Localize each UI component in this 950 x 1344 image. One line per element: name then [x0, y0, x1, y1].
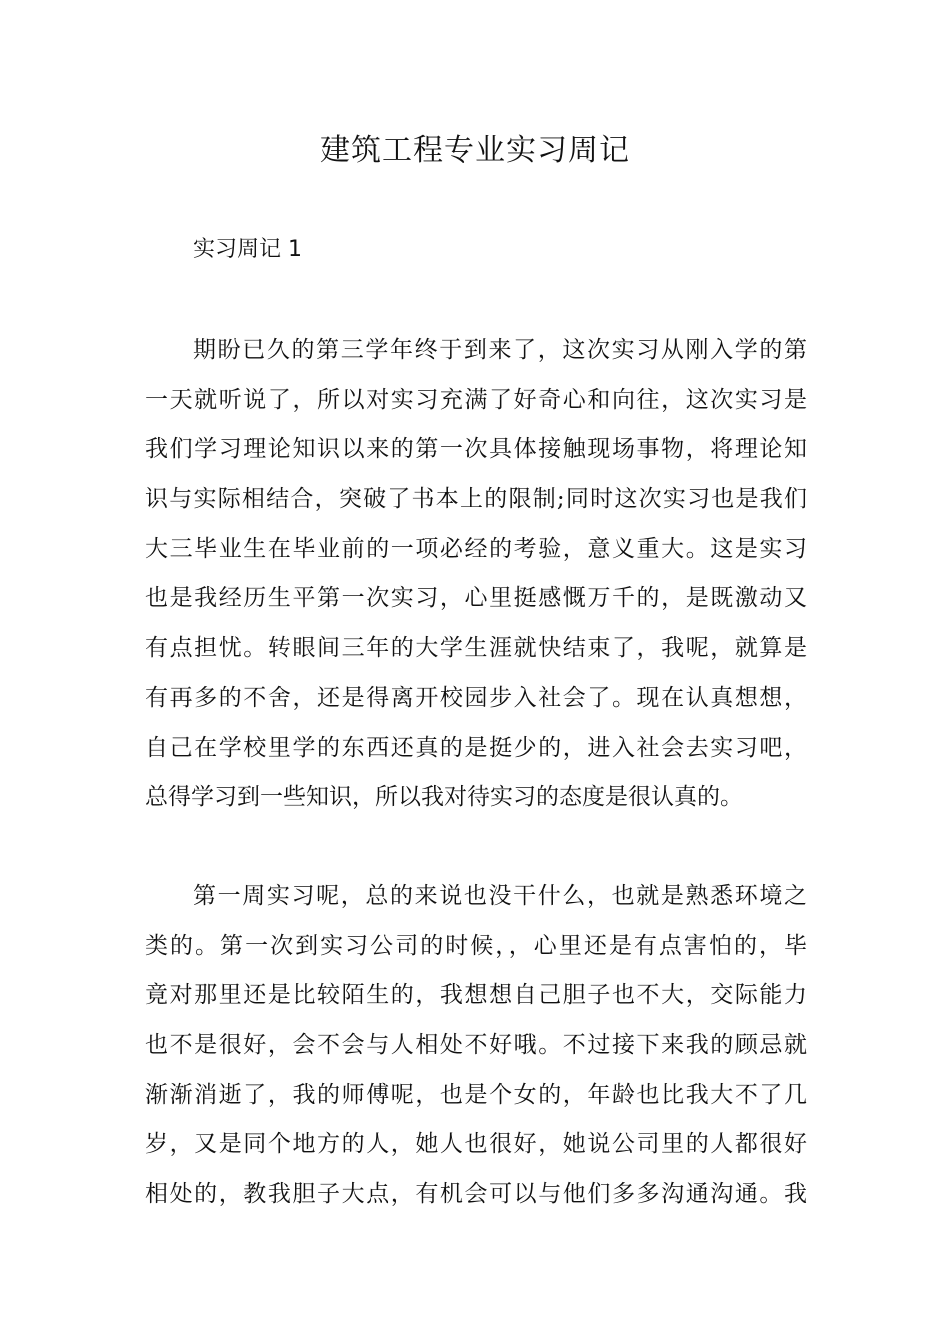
- paragraph-line: 渐渐消逝了，我的师傅呢，也是个女的，年龄也比我大不了几: [145, 1081, 807, 1108]
- paragraph-line: 我们学习理论知识以来的第一次具体接触现场事物，将理论知: [145, 436, 807, 463]
- paragraph-line: 大三毕业生在毕业前的一项必经的考验，意义重大。这是实习: [145, 535, 807, 562]
- paragraph-line: 相处的，教我胆子大点，有机会可以与他们多多沟通沟通。我: [145, 1181, 807, 1208]
- paragraph: [145, 872, 807, 1220]
- paragraph-line: 识与实际相结合，突破了书本上的限制;同时这次实习也是我们: [145, 486, 807, 513]
- paragraph-line: 有点担忧。转眼间三年的大学生涯就快结束了，我呢，就算是: [145, 635, 807, 662]
- paragraph: [145, 326, 807, 823]
- paragraph-line: 也是我经历生平第一次实习，心里挺感慨万千的，是既激动又: [145, 585, 807, 612]
- paragraph-line: 竟对那里还是比较陌生的，我想想自己胆子也不大，交际能力: [145, 982, 807, 1009]
- document-title: 建筑工程专业实习周记: [320, 133, 630, 168]
- paragraph-line: 自己在学校里学的东西还真的是挺少的，进入社会去实习吧，: [145, 734, 807, 761]
- paragraph-line: 也不是很好，会不会与人相处不好哦。不过接下来我的顾忌就: [145, 1032, 807, 1059]
- paragraph-line: 类的。第一次到实习公司的时候，，心里还是有点害怕的，毕: [145, 932, 807, 959]
- paragraph-line: 期盼已久的第三学年终于到来了，这次实习从刚入学的第: [193, 337, 807, 363]
- paragraph-line: 第一周实习呢，总的来说也没干什么，也就是熟悉环境之: [193, 883, 807, 909]
- paragraph-line: 一天就听说了，所以对实习充满了好奇心和向往，这次实习是: [145, 386, 807, 413]
- paragraph-line: 总得学习到一些知识，所以我对待实习的态度是很认真的。: [145, 784, 743, 811]
- paragraph-line: 岁，又是同个地方的人，她人也很好，她说公司里的人都很好: [145, 1131, 807, 1158]
- section-heading: 实习周记 1: [193, 237, 302, 262]
- paragraph-line: 有再多的不舍，还是得离开校园步入社会了。现在认真想想，: [145, 684, 807, 711]
